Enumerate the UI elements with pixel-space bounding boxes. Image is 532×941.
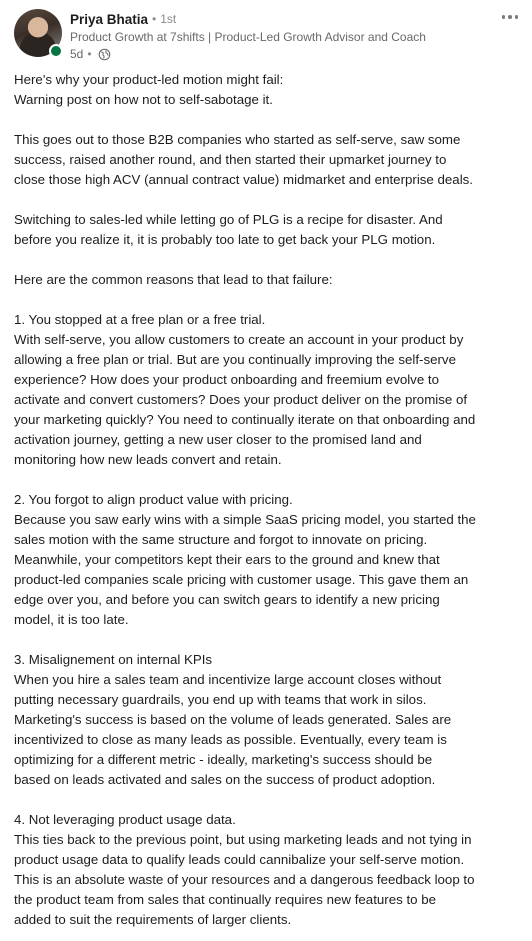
- post-text-line: success, raised another round, and then started their upmarket journey to: [14, 152, 447, 167]
- more-icon: [515, 15, 519, 19]
- post-header: [14, 8, 522, 60]
- post-text-line: before you realize it, it is probably too late to get back your PLG motion.: [14, 232, 436, 247]
- post-text-line: Here are the common reasons that lead to that failure:: [14, 272, 333, 287]
- connection-degree: 1st: [160, 12, 177, 26]
- paragraph-break: [14, 110, 524, 130]
- more-icon: [502, 15, 506, 19]
- author-name-line: [70, 10, 492, 28]
- post-text-line: activate and convert customers? Does your product deliver on the promise of: [14, 392, 468, 407]
- post-text-line: close those high ACV (annual contract value) midmarket and enterprise deals.: [14, 172, 473, 187]
- post-text-line: activation journey, getting a new user closer to the promised land and: [14, 432, 422, 447]
- post-text-line: Because you saw early wins with a simple SaaS pricing model, you started the: [14, 512, 476, 527]
- post-text-line: sales motion with the same structure and forgot to innovate on pricing.: [14, 532, 428, 547]
- paragraph-break: [14, 790, 524, 810]
- post-text-line: Switching to sales-led while letting go of PLG is a recipe for disaster. And: [14, 212, 443, 227]
- post-text-line: product-led companies scale pricing with customer usage. This gave them an: [14, 572, 469, 587]
- post-text-line: Warning post on how not to self-sabotage it.: [14, 92, 273, 107]
- post-text-line: Marketing's success is based on the volume of leads generated. Sales are: [14, 712, 452, 727]
- paragraph-break: [14, 290, 524, 310]
- paragraph-break: [14, 190, 524, 210]
- post-text-line: the product team from sales that continually requires new features to be: [14, 892, 437, 907]
- online-status-icon: [49, 44, 63, 58]
- post-text-line: 3. Misalignement on internal KPIs: [14, 652, 213, 667]
- post-body: [14, 70, 524, 930]
- post-text-line: Here's why your product-led motion might fail:: [14, 72, 284, 87]
- post-text-line: 4. Not leveraging product usage data.: [14, 812, 236, 827]
- post-text-line: Meanwhile, your competitors kept their ears to the ground and knew that: [14, 552, 440, 567]
- post-text-line: allowing a free plan or trial. But are you continually improving the self-serve: [14, 352, 456, 367]
- post-text-line: This goes out to those B2B companies who started as self-serve, saw some: [14, 132, 461, 147]
- paragraph-break: [14, 250, 524, 270]
- post-text-line: When you hire a sales team and incentivize large account closes without: [14, 672, 442, 687]
- post-time-line: [70, 46, 492, 62]
- more-icon: [508, 15, 512, 19]
- post-text-line: edge over you, and before you can switch gears to identify a new pricing: [14, 592, 440, 607]
- post-text-line: experience? How does your product onboarding and freemium evolve to: [14, 372, 440, 387]
- post-text-line: optimizing for a different metric - ideally, marketing's success should be: [14, 752, 433, 767]
- author-name[interactable]: Priya Bhatia: [70, 11, 149, 27]
- separator-dot: •: [152, 12, 157, 26]
- post-text-line: incentivized to close as many leads as possible. Eventually, every team is: [14, 732, 447, 747]
- author-headline: Product Growth at 7shifts | Product-Led Growth Advisor and Coach: [70, 30, 426, 44]
- paragraph-break: [14, 630, 524, 650]
- post-text-line: putting necessary guardrails, you end up with teams that work in silos.: [14, 692, 427, 707]
- separator-dot: •: [87, 47, 92, 61]
- post-text-line: monitoring how new leads convert and retain.: [14, 452, 282, 467]
- post-text-line: based on leads activated and sales on the success of product adoption.: [14, 772, 436, 787]
- post-text-line: 2. You forgot to align product value with pricing.: [14, 492, 293, 507]
- post-text-line: 1. You stopped at a free plan or a free trial.: [14, 312, 266, 327]
- more-options-button[interactable]: [498, 8, 522, 26]
- author-avatar-container[interactable]: [14, 9, 62, 57]
- author-meta: [70, 10, 492, 62]
- post-text-line: This ties back to the previous point, but using marketing leads and not tying in: [14, 832, 472, 847]
- globe-icon: [98, 48, 111, 61]
- post-text-line: model, it is too late.: [14, 612, 129, 627]
- post-text-line: your marketing quickly? You need to continually iterate on that onboarding and: [14, 412, 476, 427]
- post-text-line: With self-serve, you allow customers to create an account in your product by: [14, 332, 464, 347]
- post-text-line: This is an absolute waste of your resources and a dangerous feedback loop to: [14, 872, 475, 887]
- post-text-line: product usage data to qualify leads could cannibalize your self-serve motion.: [14, 852, 465, 867]
- paragraph-break: [14, 470, 524, 490]
- post-text-line: added to suit the requirements of larger clients.: [14, 912, 292, 927]
- post-time[interactable]: 5d: [70, 47, 84, 61]
